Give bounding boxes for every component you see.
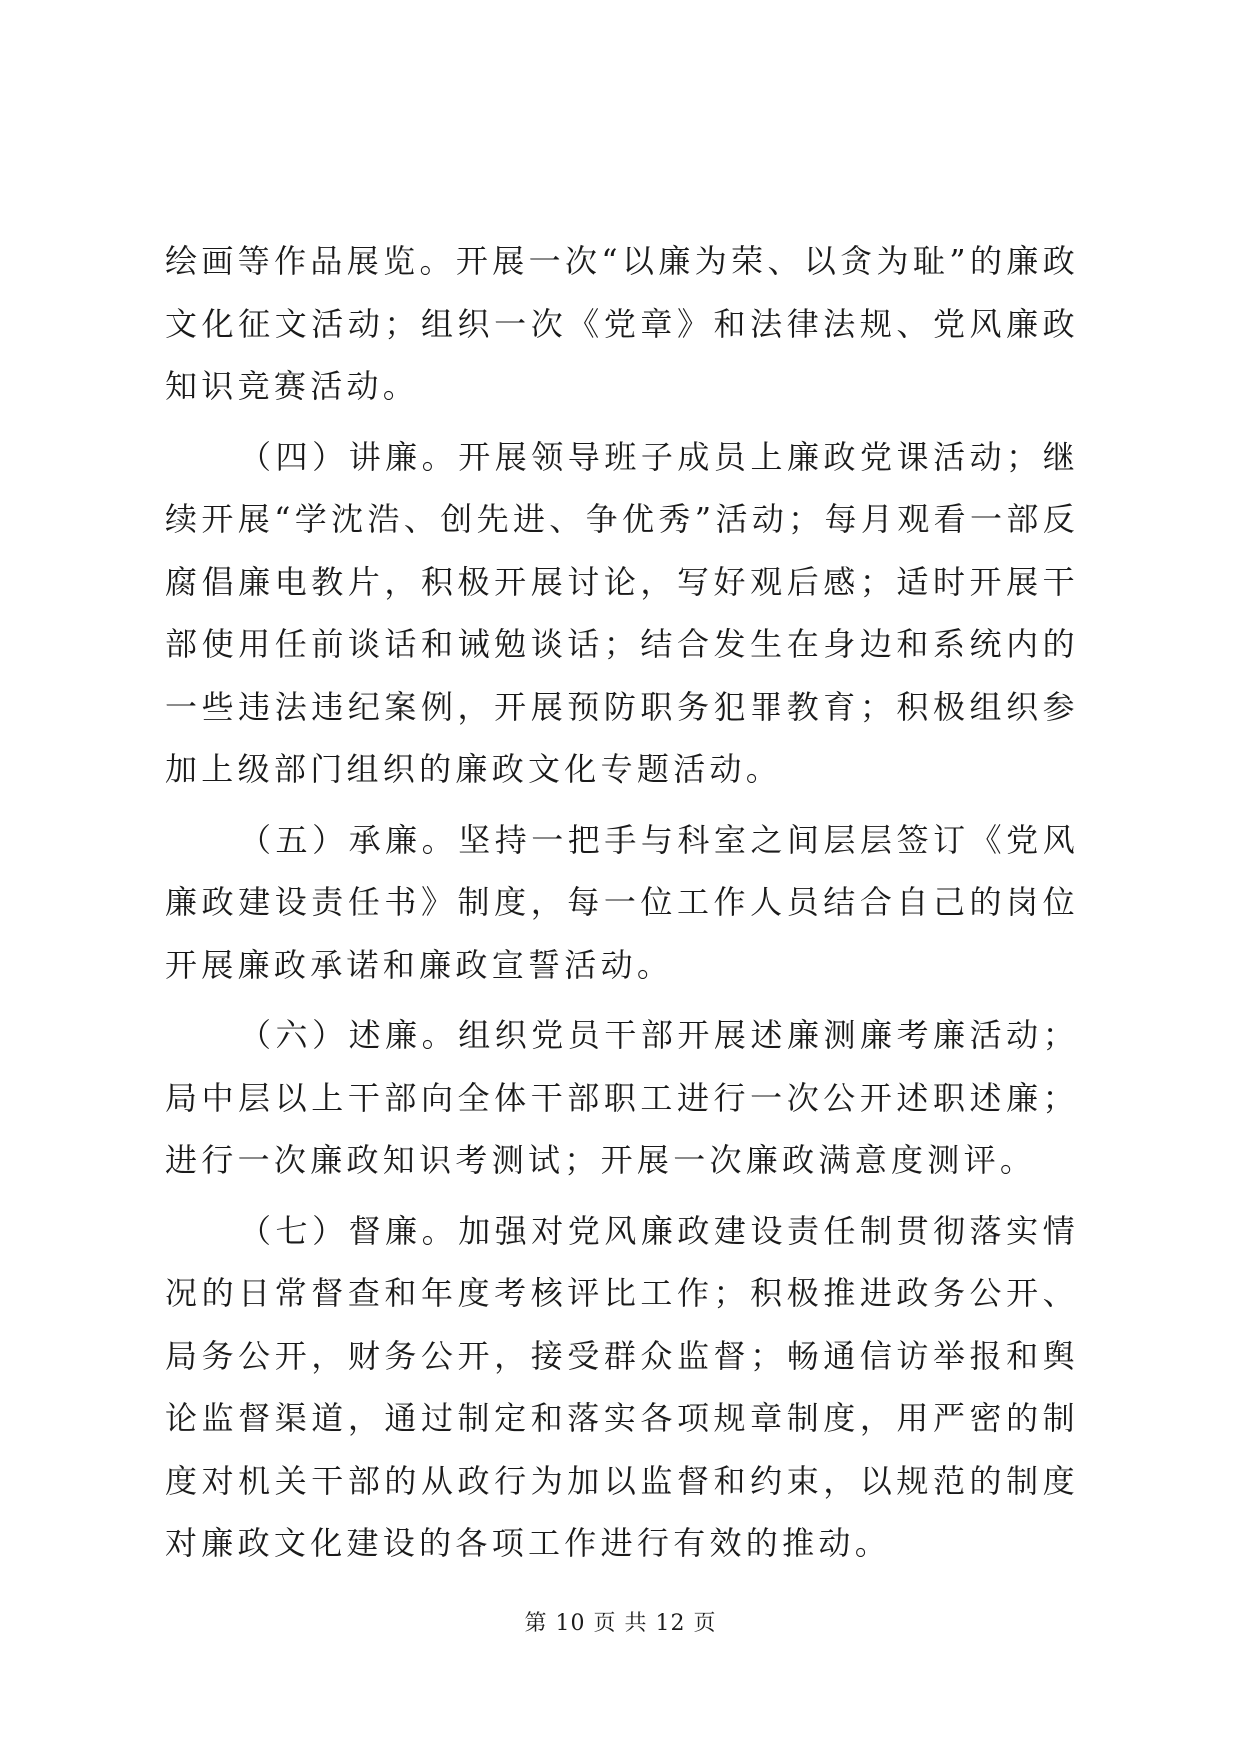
paragraph-jiang-lian: （四）讲廉。开展领导班子成员上廉政党课活动；继续开展“学沈浩、创先进、争优秀”活动；每月观看一部反腐倡廉电教片，积极开展讨论，写好观后感；适时开展干部使用任前谈话和诫勉谈话；结合发生在身边和系统内的一些违法违纪案例，开展预防职务犯罪教育；积极组织参加上级部门组织的廉政文化专题活动。	[165, 437, 1079, 788]
page-number-footer: 第 10 页 共 12 页	[524, 1611, 717, 1636]
paragraph-shu-lian: （六）述廉。组织党员干部开展述廉测廉考廉活动；局中层以上干部向全体干部职工进行一次公开述职述廉；进行一次廉政知识考测试；开展一次廉政满意度测评。	[165, 1016, 1079, 1179]
paragraph-cheng-lian: （五）承廉。坚持一把手与科室之间层层签订《党风廉政建设责任书》制度，每一位工作人员结合自己的岗位开展廉政承诺和廉政宣誓活动。	[165, 820, 1079, 984]
paragraph-du-lian: （七）督廉。加强对党风廉政建设责任制贯彻落实情况的日常督查和年度考核评比工作；积极推进政务公开、局务公开，财务公开，接受群众监督；畅通信访举报和舆论监督渠道，通过制定和落实各项规章制度，用严密的制度对机关干部的从政行为加以监督和约束，以规范的制度对廉政文化建设的各项工作进行有效的推动。	[165, 1211, 1079, 1562]
paragraph-continuation: 绘画等作品展览。开展一次“以廉为荣、以贪为耻”的廉政文化征文活动；组织一次《党章》和法律法规、党风廉政知识竞赛活动。	[165, 242, 1079, 405]
document-body	[165, 230, 1079, 1583]
